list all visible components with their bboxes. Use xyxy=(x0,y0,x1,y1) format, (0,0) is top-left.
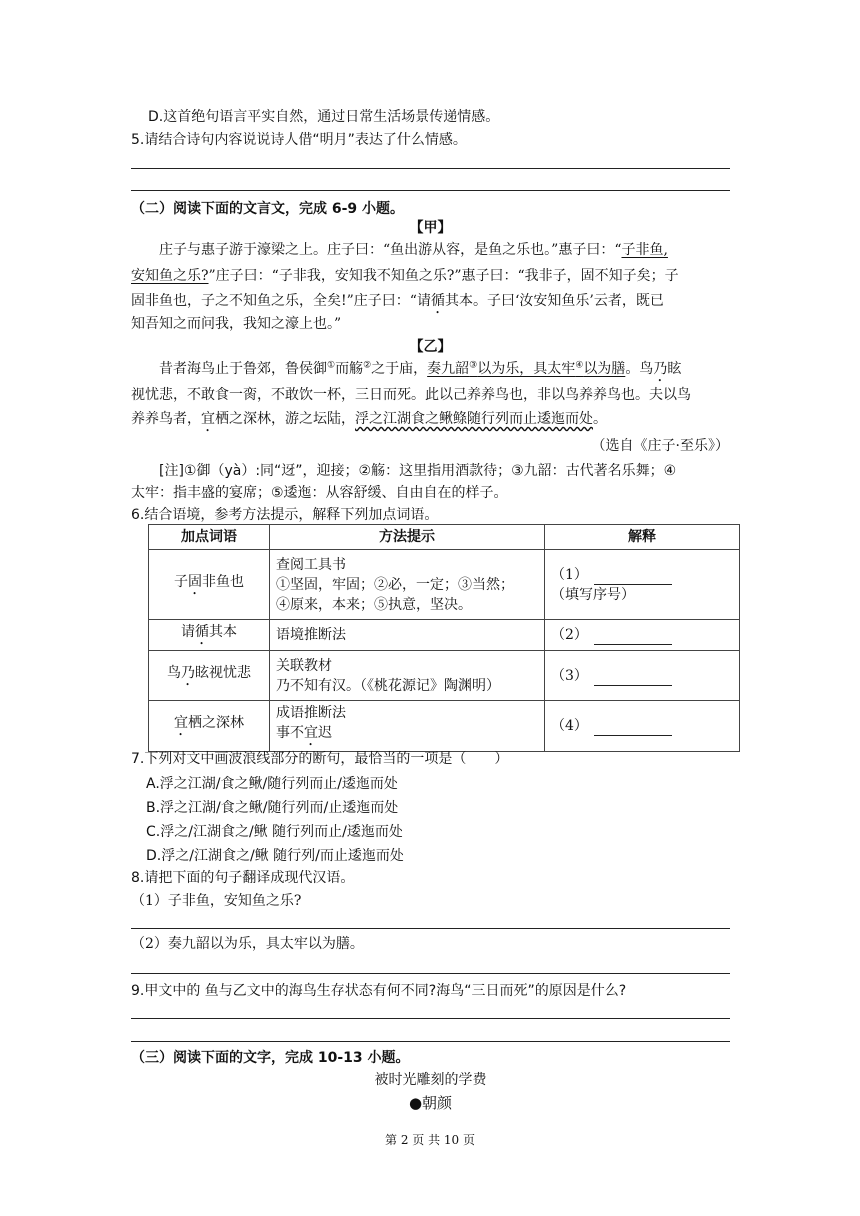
header-word: 加点词语 xyxy=(149,525,270,550)
jia-line-4: 知吾知之而问我，我知之濠上也。” xyxy=(131,316,342,332)
section-divider xyxy=(131,190,730,191)
table-row xyxy=(149,620,740,651)
answer-cell: （1） （填写序号） xyxy=(545,550,740,620)
method-cell: 关联教材 乃不知有汉。（《桃花源记》陶渊明） xyxy=(270,651,545,701)
option-d-q7[interactable]: D.浮之/江湖食之/鳅 随行列/而止逶迤而处 xyxy=(146,848,404,864)
answer-cell: （4） xyxy=(545,701,740,752)
jia-line-3: 固非鱼也，子之不知鱼之乐，全矣!”庄子曰：“请循其本。子曰‘汝安知鱼乐’云者，既已 xyxy=(131,293,664,309)
question-7: 7.下列对文中画波浪线部分的断句，最恰当的一项是（ ） xyxy=(131,751,509,767)
option-c[interactable]: C.浮之/江湖食之/鳅 随行列而止/逶迤而处 xyxy=(146,824,403,840)
translate-sentence-1: （1）子非鱼，安知鱼之乐? xyxy=(131,893,302,909)
method-cell: 语境推断法 xyxy=(270,620,545,651)
table-row xyxy=(149,701,740,752)
question-8: 8.请把下面的句子翻译成现代汉语。 xyxy=(131,870,355,886)
article-title: 被时光雕刻的学费 xyxy=(374,1072,487,1088)
answer-blank-4[interactable] xyxy=(594,721,672,736)
answer-line xyxy=(131,1018,730,1019)
method-cell: 成语推断法 事不宜迟 xyxy=(270,701,545,752)
answer-cell: （2） xyxy=(545,620,740,651)
yi-line-3: 养养鸟者，宜栖之深林，游之坛陆，浮之江湖食之鳅鲦随行列而止逶迤而处。 xyxy=(131,411,607,427)
note-line-2: 太牢：指丰盛的宴席；⑤逶迤：从容舒缓、自由自在的样子。 xyxy=(131,485,508,501)
table-header-row xyxy=(149,525,740,550)
answer-blank-3[interactable] xyxy=(594,671,672,686)
yi-title: 【乙】 xyxy=(409,339,452,355)
word-cell: 宜栖之深林 xyxy=(149,701,270,752)
answer-blank-1[interactable] xyxy=(594,570,672,585)
table-row xyxy=(149,550,740,620)
section-2-heading: （二）阅读下面的文言文，完成 6-9 小题。 xyxy=(131,201,405,217)
answer-cell: （3） xyxy=(545,651,740,701)
question-5: 5.请结合诗句内容说说诗人借“明月”表达了什么情感。 xyxy=(131,132,467,148)
section-3-heading: （三）阅读下面的文字，完成 10-13 小题。 xyxy=(131,1050,410,1066)
answer-line xyxy=(131,168,730,169)
option-a[interactable]: A.浮之江湖/食之鳅/随行列而止/逶迤而处 xyxy=(146,776,398,792)
translate-sentence-2: （2）奏九韶以为乐，具太牢以为膳。 xyxy=(131,936,364,952)
answer-line xyxy=(131,928,730,929)
header-explain: 解释 xyxy=(545,525,740,550)
answer-line xyxy=(131,973,730,974)
jia-line-2: 安知鱼之乐?”庄子曰：“子非我，安知我不知鱼之乐?”惠子曰：“我非子，固不知子矣；子 xyxy=(131,268,679,284)
yi-line-2: 视忧悲，不敢食一脔，不敢饮一杯，三日而死。此以己养养鸟也，非以鸟养养鸟也。夫以鸟 xyxy=(131,387,691,403)
vocab-table xyxy=(148,524,740,752)
word-cell: 鸟乃眩视忧悲 xyxy=(149,651,270,701)
method-cell: 查阅工具书 ①坚固，牢固；②必，一定；③当然； ④原来，本来；⑤执意，坚决。 xyxy=(270,550,545,620)
note-line-1: [注]①御（yà）:同“迓”，迎接；②觞：这里指用酒款待；③九韶：古代著名乐舞；④ xyxy=(159,463,677,479)
source-citation: （选自《庄子·至乐》） xyxy=(591,438,729,454)
table-row xyxy=(149,651,740,701)
jia-title: 【甲】 xyxy=(409,220,452,236)
word-cell: 子固非鱼也 xyxy=(149,550,270,620)
option-b[interactable]: B.浮之江湖/食之鳅/随行列而/止逶迤而处 xyxy=(146,800,399,816)
yi-line-1: 昔者海鸟止于鲁郊，鲁侯御①而觞②之于庙，奏九韶③以为乐，具太牢④以为膳。鸟乃眩 xyxy=(159,360,682,377)
section-divider xyxy=(131,1041,730,1042)
answer-blank-2[interactable] xyxy=(594,630,672,645)
option-d: D.这首绝句语言平实自然，通过日常生活场景传递情感。 xyxy=(148,109,500,125)
article-author: ●朝颜 xyxy=(408,1094,453,1112)
page-footer: 第 2 页 共 10 页 xyxy=(385,1133,475,1147)
jia-line-1: 庄子与惠子游于濠梁之上。庄子曰：“鱼出游从容，是鱼之乐也。”惠子曰：“子非鱼, xyxy=(159,242,668,258)
word-cell: 请循其本 xyxy=(149,620,270,651)
question-6: 6.结合语境，参考方法提示，解释下列加点词语。 xyxy=(131,507,439,523)
header-method: 方法提示 xyxy=(270,525,545,550)
question-9: 9.甲文中的 鱼与乙文中的海鸟生存状态有何不同?海鸟“三日而死”的原因是什么? xyxy=(131,983,627,999)
